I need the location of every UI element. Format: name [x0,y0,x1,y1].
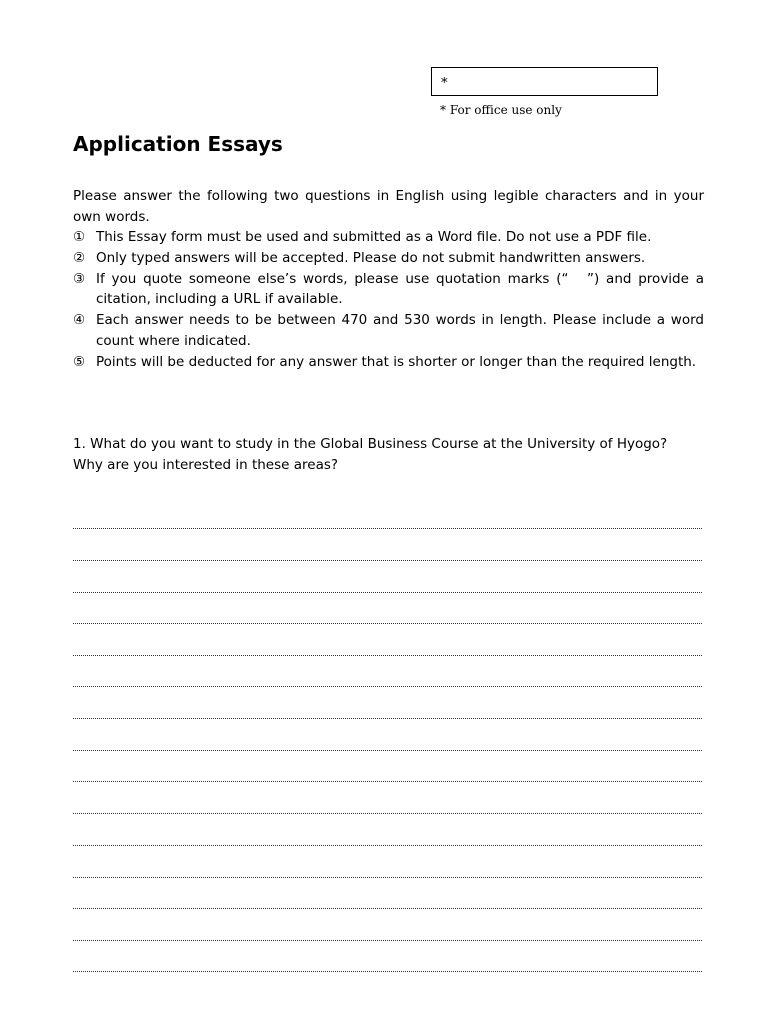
office-use-mark: * [441,76,448,91]
answer-line[interactable] [73,940,702,941]
answer-line[interactable] [73,781,702,782]
instruction-text: This Essay form must be used and submitted as a Word file. Do not use a PDF file. [96,229,652,245]
instruction-number: ④ [73,312,86,329]
answer-line[interactable] [73,718,702,719]
answer-line[interactable] [73,623,702,624]
instruction-item [73,352,704,373]
instruction-text: Only typed answers will be accepted. Please do not submit handwritten answers. [96,249,646,266]
instruction-item [73,310,704,352]
instructions-list [73,227,704,373]
instruction-text: If you quote someone else’s words, please use quotation marks (“ ”) and provide a citation, including a URL if available. [96,270,704,308]
answer-line[interactable] [73,845,702,846]
instructions-intro: Please answer the following two questions in English using legible characters and in your own words. [73,188,704,225]
answer-line[interactable] [73,971,702,972]
instruction-text: Each answer needs to be between 470 and 530 words in length. Please include a word count where indicated. [96,312,704,349]
instruction-item [73,227,704,248]
answer-line[interactable] [73,750,702,751]
office-use-box [431,67,658,96]
answer-line[interactable] [73,877,702,878]
question-1 [73,434,704,476]
instruction-item [73,248,704,269]
answer-line[interactable] [73,908,702,909]
answer-line[interactable] [73,528,702,529]
page-title: Application Essays [73,132,283,156]
instruction-text: Points will be deducted for any answer that is shorter or longer than the required length. [96,353,697,370]
answer-line[interactable] [73,592,702,593]
answer-line[interactable] [73,560,702,561]
instruction-number: ① [73,229,86,245]
question-1-line-1: 1. What do you want to study in the Global Business Course at the University of Hyogo? [73,436,668,452]
instruction-number: ⑤ [73,353,86,370]
question-1-line-2: Why are you interested in these areas? [73,456,339,473]
instruction-item [73,269,704,311]
instruction-number: ③ [73,270,86,287]
office-use-note: * For office use only [440,103,562,117]
answer-line[interactable] [73,686,702,687]
instruction-number: ② [73,249,86,266]
answer-line[interactable] [73,655,702,656]
answer-line[interactable] [73,813,702,814]
